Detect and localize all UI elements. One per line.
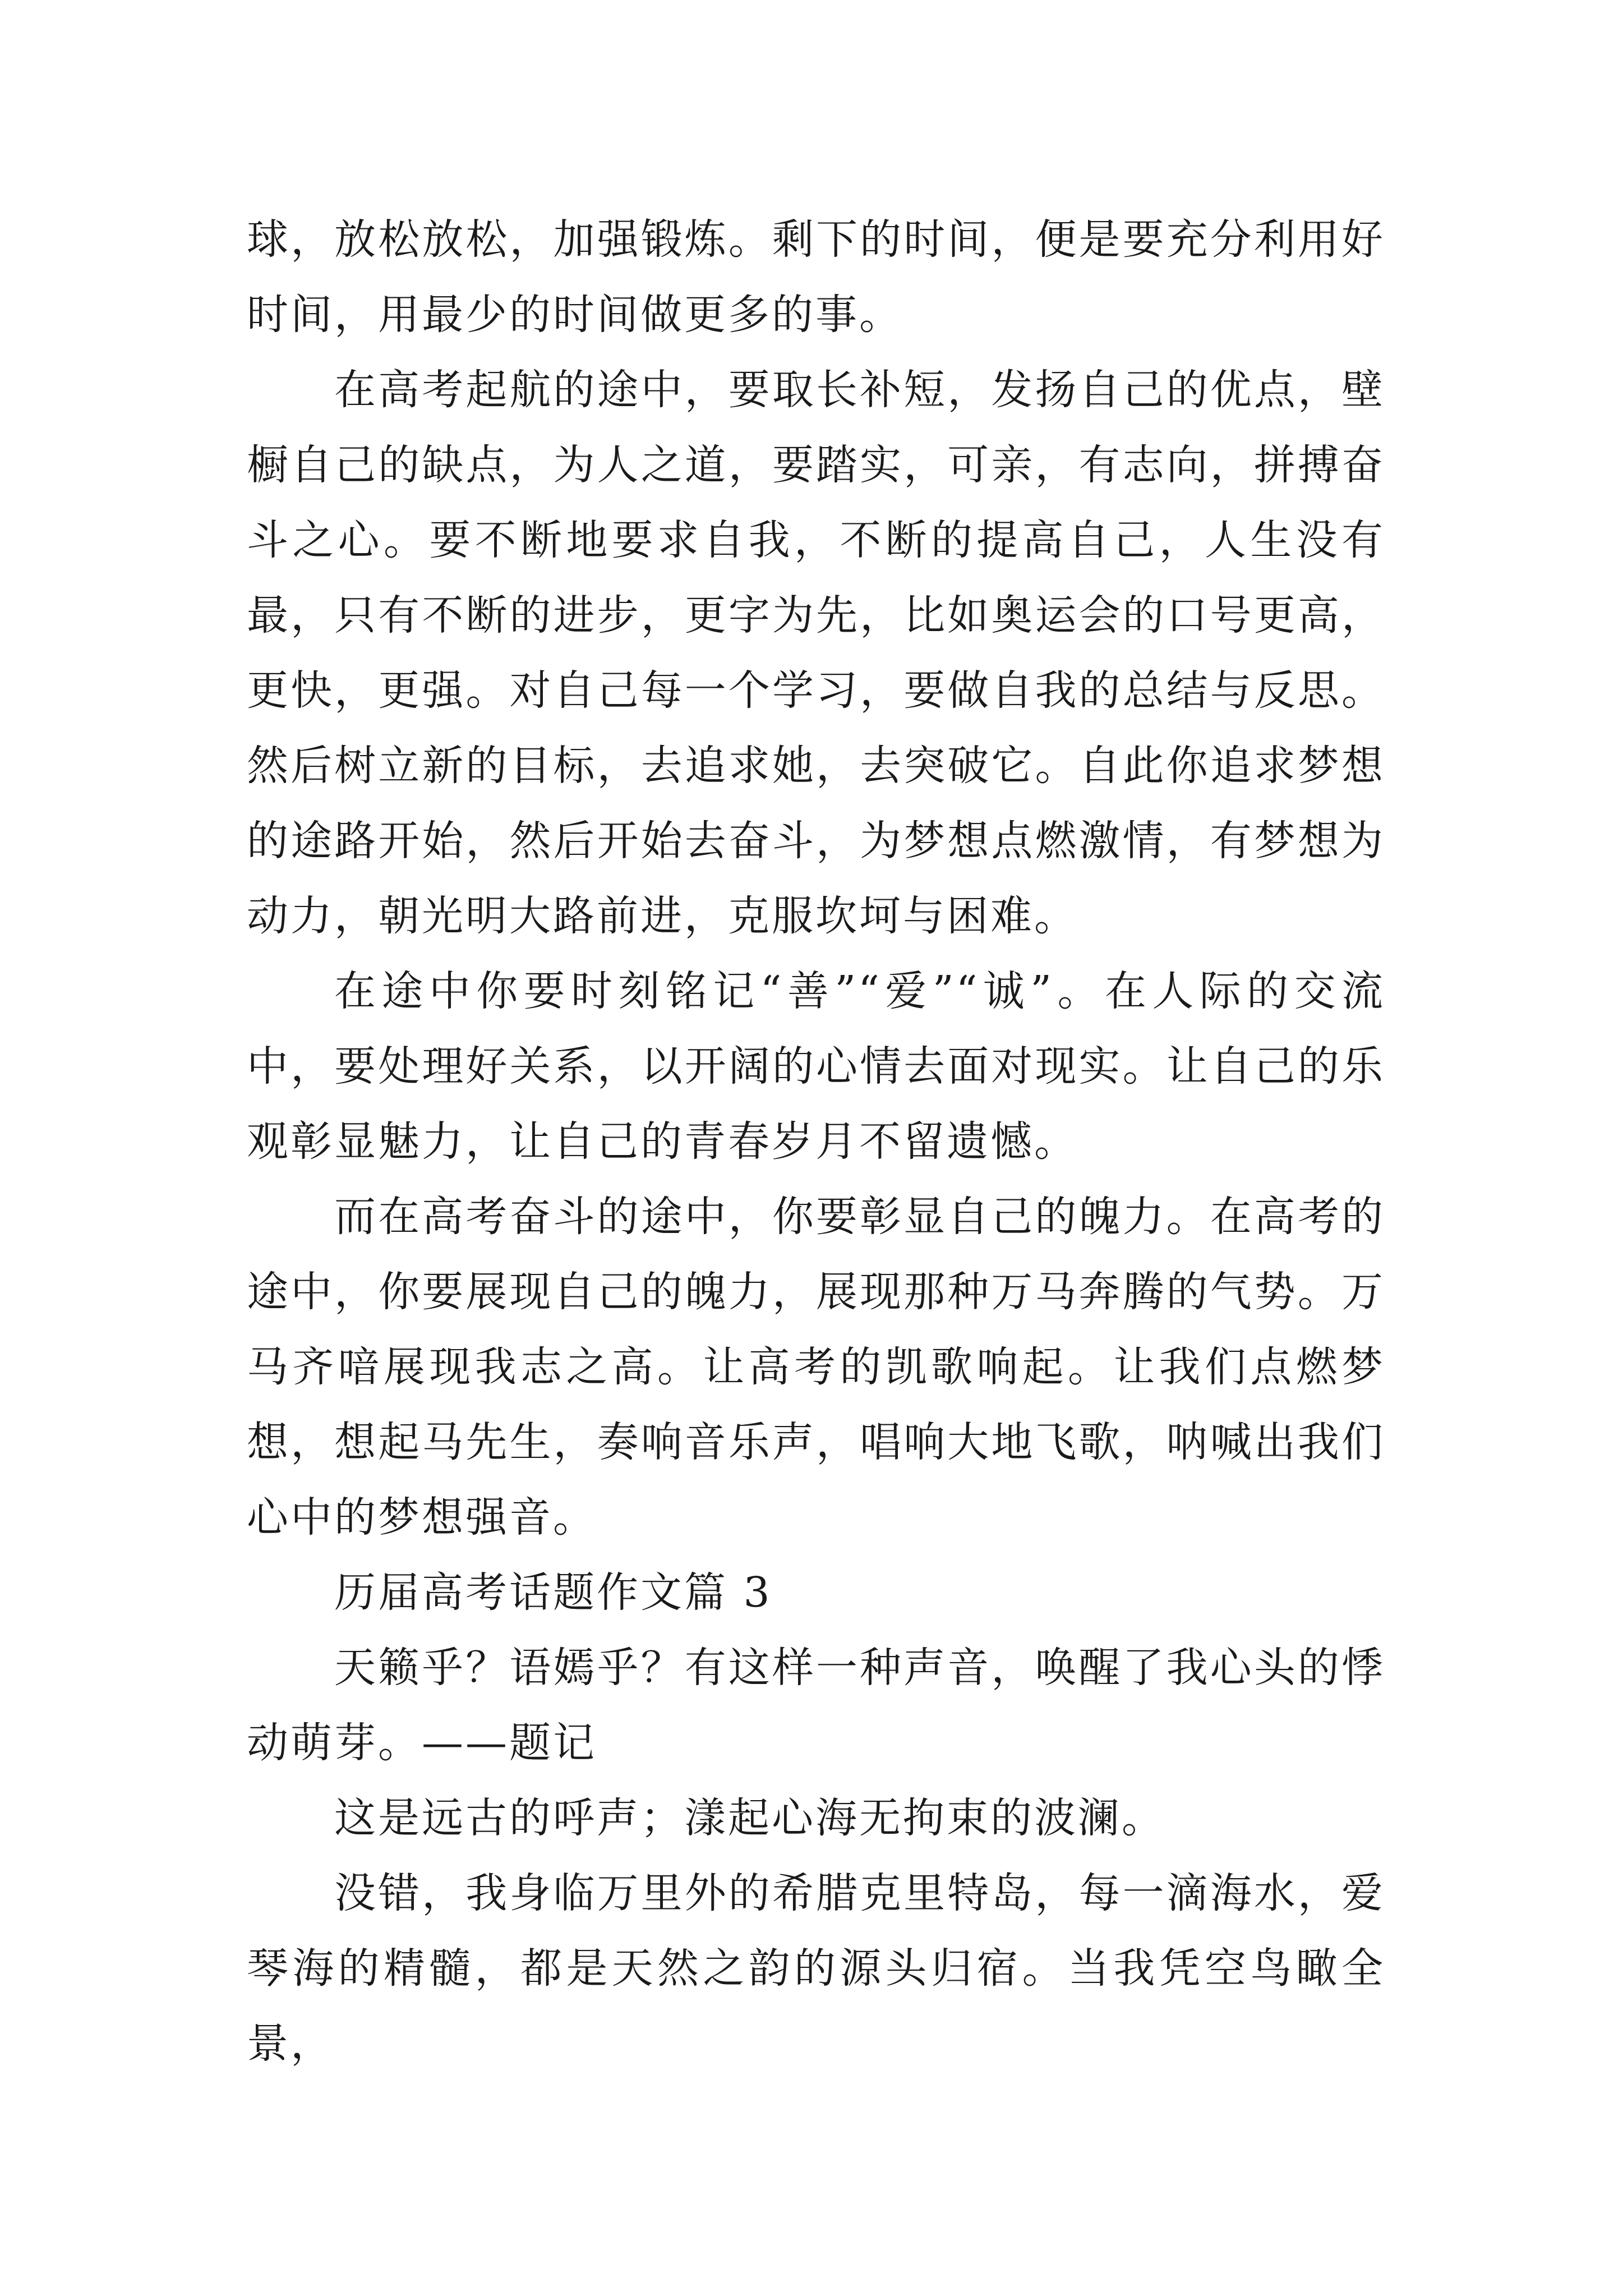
paragraph-7: 没错，我身临万里外的希腊克里特岛，每一滴海水，爱琴海的精髓，都是天然之韵的源头归宿。当我凭空鸟瞰全景， [247,1869,1385,2068]
paragraph-3: 在途中你要时刻铭记“善”“爱”“诚”。在人际的交流中，要处理好关系，以开阔的心情去面对现实。让自己的乐观彰显魅力，让自己的青春岁月不留遗憾。 [247,967,1385,1166]
paragraph-6: 这是远古的呼声；漾起心海无拘束的波澜。 [334,1794,1165,1842]
paragraph-4: 而在高考奋斗的途中，你要彰显自己的魄力。在高考的途中，你要展现自己的魄力，展现那种万马奔腾的气势。万马齐喑展现我志之高。让高考的凯歌响起。让我们点燃梦想，想起马先生，奏响音乐声，唱响大地飞歌，呐喊出我们心中的梦想强音。 [247,1193,1385,1542]
paragraph-2: 在高考起航的途中，要取长补短，发扬自己的优点，壁橱自己的缺点，为人之道，要踏实，可亲，有志向，拼搏奋斗之心。要不断地要求自我，不断的提高自己，人生没有最，只有不断的进步，更字为先，比如奥运会的口号更高，更快，更强。对自己每一个学习，要做自我的总结与反思。然后树立新的目标，去追求她，去突破它。自此你追求梦想的途路开始，然后开始去奋斗，为梦想点燃激情，有梦想为动力，朝光明大路前进，克服坎坷与困难。 [247,366,1385,940]
section-heading: 历届高考话题作文篇 3 [334,1568,772,1617]
paragraph-epigraph: 天籁乎？语嫣乎？有这样一种声音，唤醒了我心头的悸动萌芽。——题记 [247,1644,1385,1767]
paragraph-1: 球，放松放松，加强锻炼。剩下的时间，便是要充分利用好时间，用最少的时间做更多的事。 [247,215,1385,339]
document-body [247,202,1385,2081]
